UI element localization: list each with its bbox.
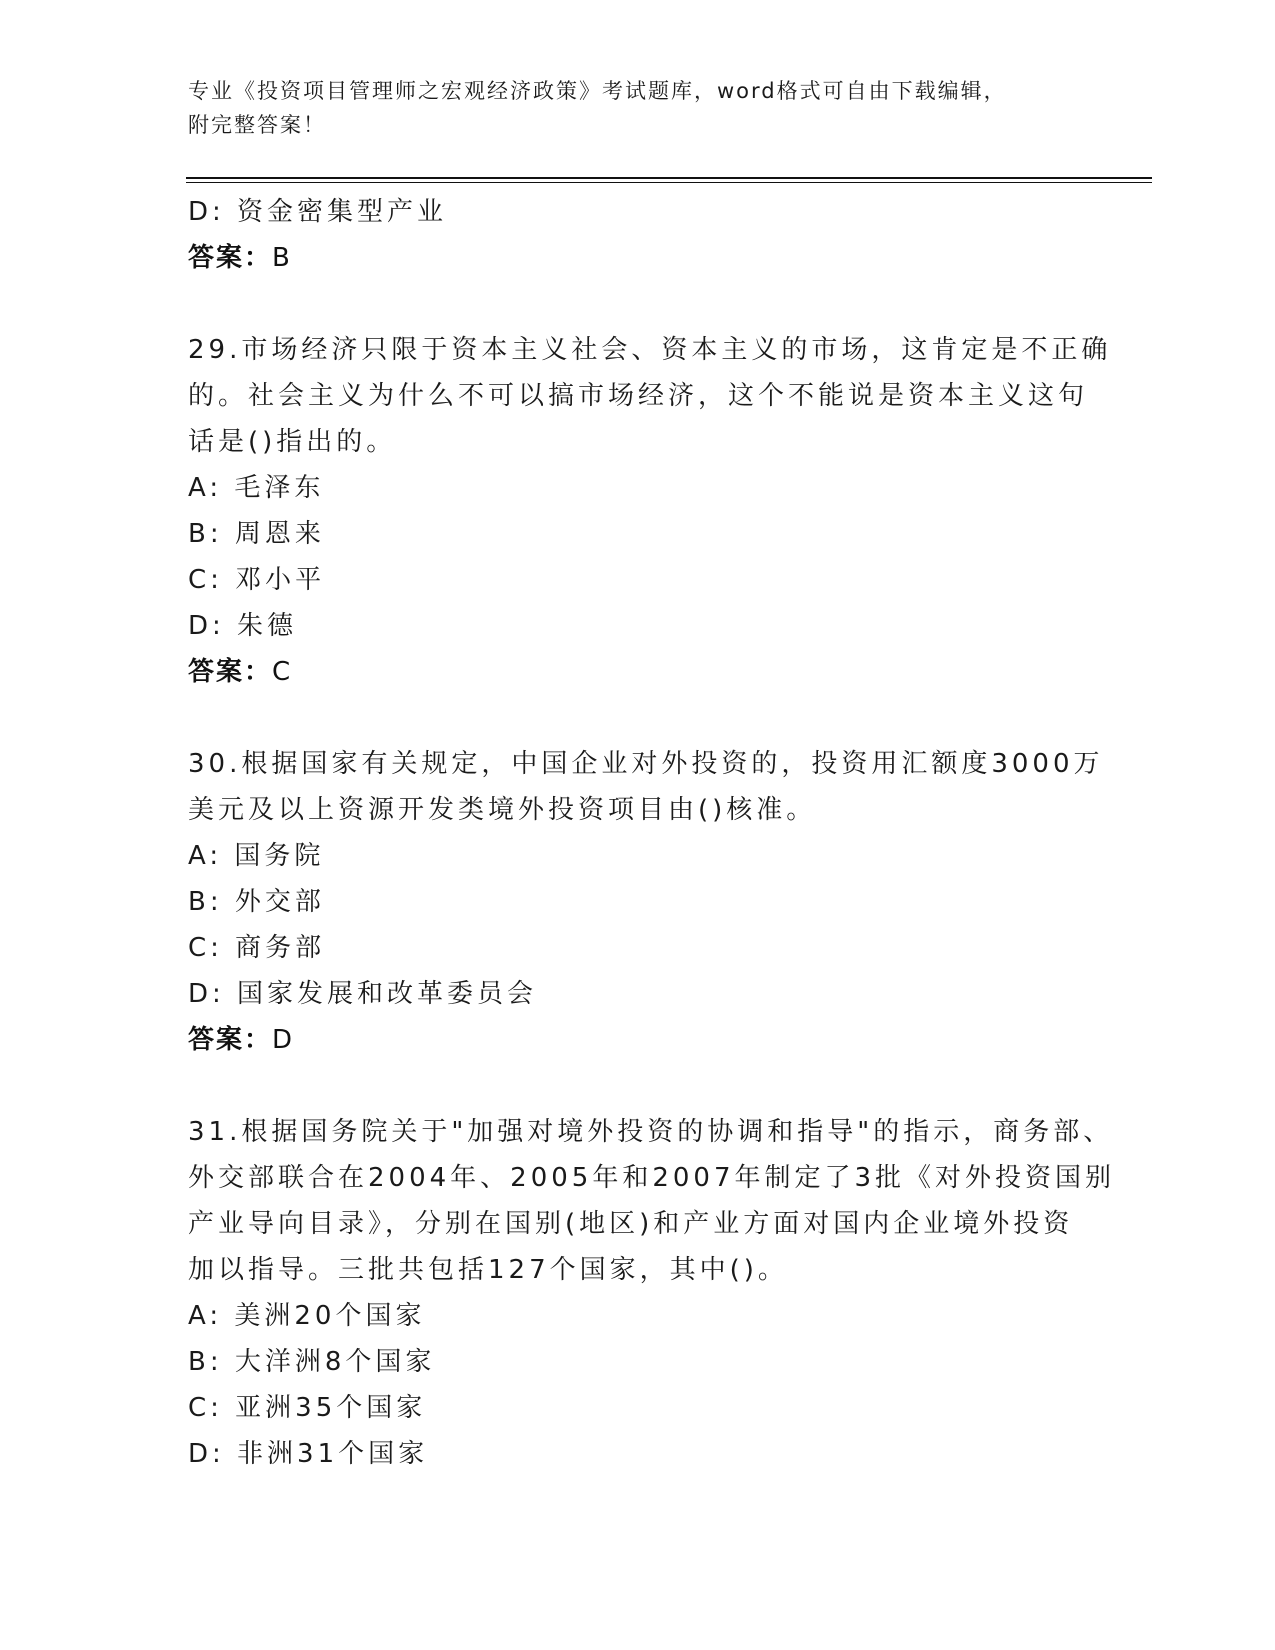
option-b: B: 大洋洲8个国家: [188, 1347, 436, 1377]
option-d: D: 资金密集型产业: [188, 197, 448, 227]
option-c: C: 邓小平: [188, 565, 326, 595]
header-line-2: 附完整答案！: [188, 113, 326, 137]
answer-value: C: [272, 657, 292, 687]
question-31: [188, 1109, 1116, 1477]
answer-value: D: [272, 1025, 294, 1055]
option-c: C: 亚洲35个国家: [188, 1393, 427, 1423]
header-line-1: 专业《投资项目管理师之宏观经济政策》考试题库，word格式可自由下载编辑，: [188, 79, 1007, 103]
question-text-line: 31.根据国务院关于"加强对境外投资的协调和指导"的指示，商务部、: [188, 1117, 1114, 1147]
header-rule-thin: [186, 182, 1152, 183]
question-text-line: 29.市场经济只限于资本主义社会、资本主义的市场，这肯定是不正确: [188, 335, 1112, 365]
answer-label: 答案：: [188, 243, 273, 273]
option-b: B: 外交部: [188, 887, 325, 917]
question-text-line: 的。社会主义为什么不可以搞市场经济，这个不能说是资本主义这句: [188, 381, 1089, 411]
answer-line: [188, 649, 1088, 695]
question-text-line: 话是()指出的。: [188, 427, 397, 457]
spacer: [188, 695, 1088, 741]
question-30: [188, 741, 1104, 1063]
answer-line: [188, 235, 1088, 281]
answer-label: 答案：: [188, 1025, 273, 1055]
option-d: D: 国家发展和改革委员会: [188, 979, 538, 1009]
question-text-line: 美元及以上资源开发类境外投资项目由()核准。: [188, 795, 817, 825]
document-content: [188, 189, 1116, 1477]
header-rule-thick: [186, 177, 1152, 179]
option-a: A: 国务院: [188, 841, 325, 871]
answer-line: [188, 1017, 1088, 1063]
option-d: D: 非洲31个国家: [188, 1439, 429, 1469]
question-29: [188, 327, 1112, 695]
option-a: A: 毛泽东: [188, 473, 325, 503]
answer-value: B: [272, 243, 291, 273]
document-header: [188, 74, 1068, 142]
option-d: D: 朱德: [188, 611, 298, 641]
answer-label: 答案：: [188, 657, 273, 687]
option-c: C: 商务部: [188, 933, 326, 963]
spacer: [188, 281, 1088, 327]
option-a: A: 美洲20个国家: [188, 1301, 426, 1331]
previous-question-tail: [188, 189, 1088, 281]
question-text-line: 外交部联合在2004年、2005年和2007年制定了3批《对外投资国别: [188, 1163, 1116, 1193]
spacer: [188, 1063, 1088, 1109]
option-b: B: 周恩来: [188, 519, 325, 549]
question-text-line: 产业导向目录》，分别在国别(地区)和产业方面对国内企业境外投资: [188, 1209, 1074, 1239]
question-text-line: 加以指导。三批共包括127个国家，其中()。: [188, 1255, 788, 1285]
question-text-line: 30.根据国家有关规定，中国企业对外投资的，投资用汇额度3000万: [188, 749, 1104, 779]
